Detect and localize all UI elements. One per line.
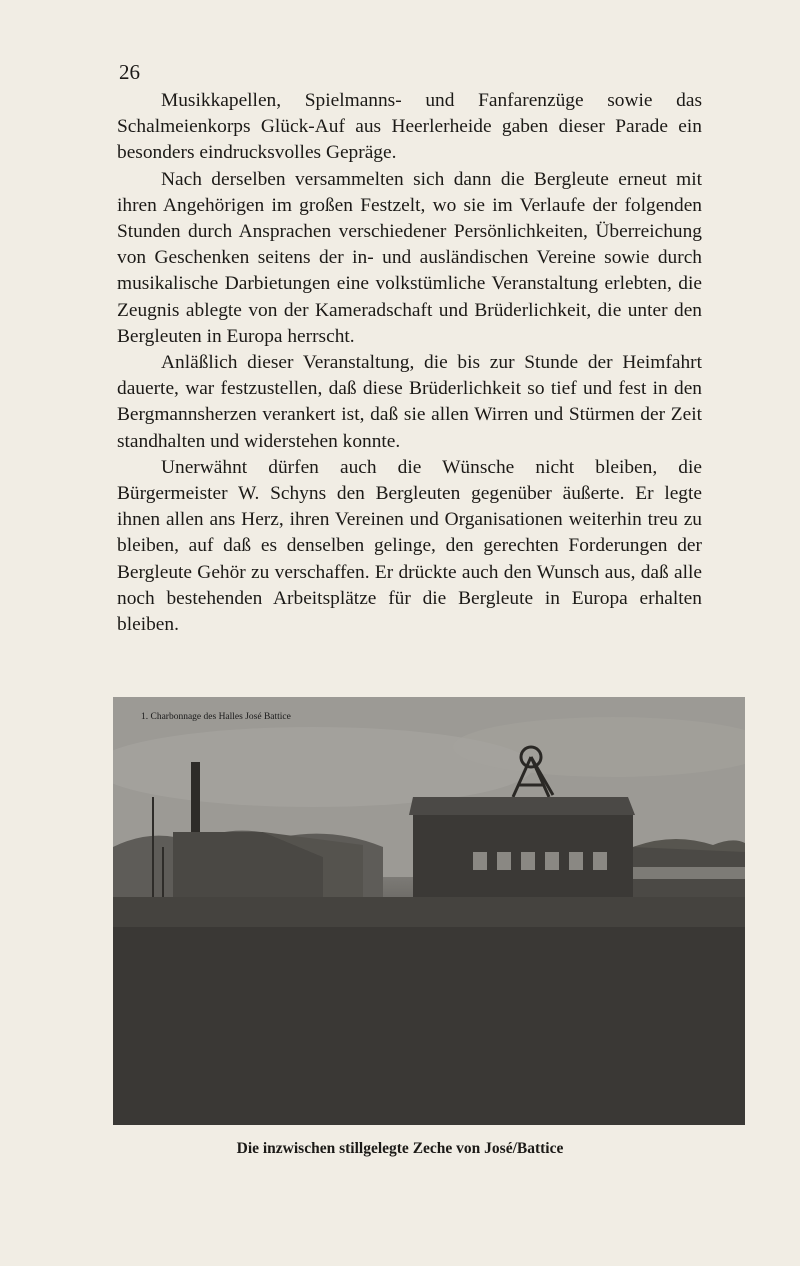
paragraph: Unerwähnt dürfen auch die Wünsche nicht bleiben, die Bürgermeister W. Schyns den Bergleuten gegenüber äußerte. Er legte ihnen allen ans Herz, ihren Vereinen und Organisationen weiterhin treu zu bleiben, auf daß es denselben gelinge, den gerechten Forderungen der Bergleute Gehör zu verschaffen. Er drückte auch den Wunsch aus, daß alle noch bestehenden Arbeitsplätze für die Bergleute in Europa erhalten bleiben. [117,456,702,636]
photo-inner-caption: 1. Charbonnage des Halles José Battice [141,712,291,722]
figure-caption: Die inzwischen stillgelegte Zeche von José/Battice [236,1140,564,1157]
colliery-photo-scene [113,697,745,1125]
paragraph: Anläßlich dieser Veranstaltung, die bis zur Stunde der Heimfahrt dauerte, war festzustellen, daß diese Brüderlichkeit so tief und fest in den Bergmannsherzen verankert ist, daß sie allen Wirren und Stürmen der Zeit standhalten und widerstehen konnte. [117,352,702,452]
paragraph: Nach derselben versammelten sich dann die Bergleute erneut mit ihren Angehörigen im großen Festzelt, wo sie im Verlaufe der folgenden Stunden durch Ansprachen verschiedener Persönlichkeiten, Überreichung von Geschenken seitens der in- und ausländischen Vereine sowie durch musikalische Darbietungen eine volkstümliche Veranstaltung erlebten, die Zeugnis ablegte von der Kameradschaft und Brüderlichkeit, die unter den Bergleuten in Europa herrscht. [117,168,702,347]
paragraph: Musikkapellen, Spielmanns- und Fanfarenzüge sowie das Schalmeienkorps Glück-Auf aus Heerlerheide gaben dieser Parade ein besonders eindrucksvolles Gepräge. [117,90,702,164]
colliery-photo [113,697,745,1125]
body-text [117,88,702,638]
page-number: 26 [119,60,140,84]
